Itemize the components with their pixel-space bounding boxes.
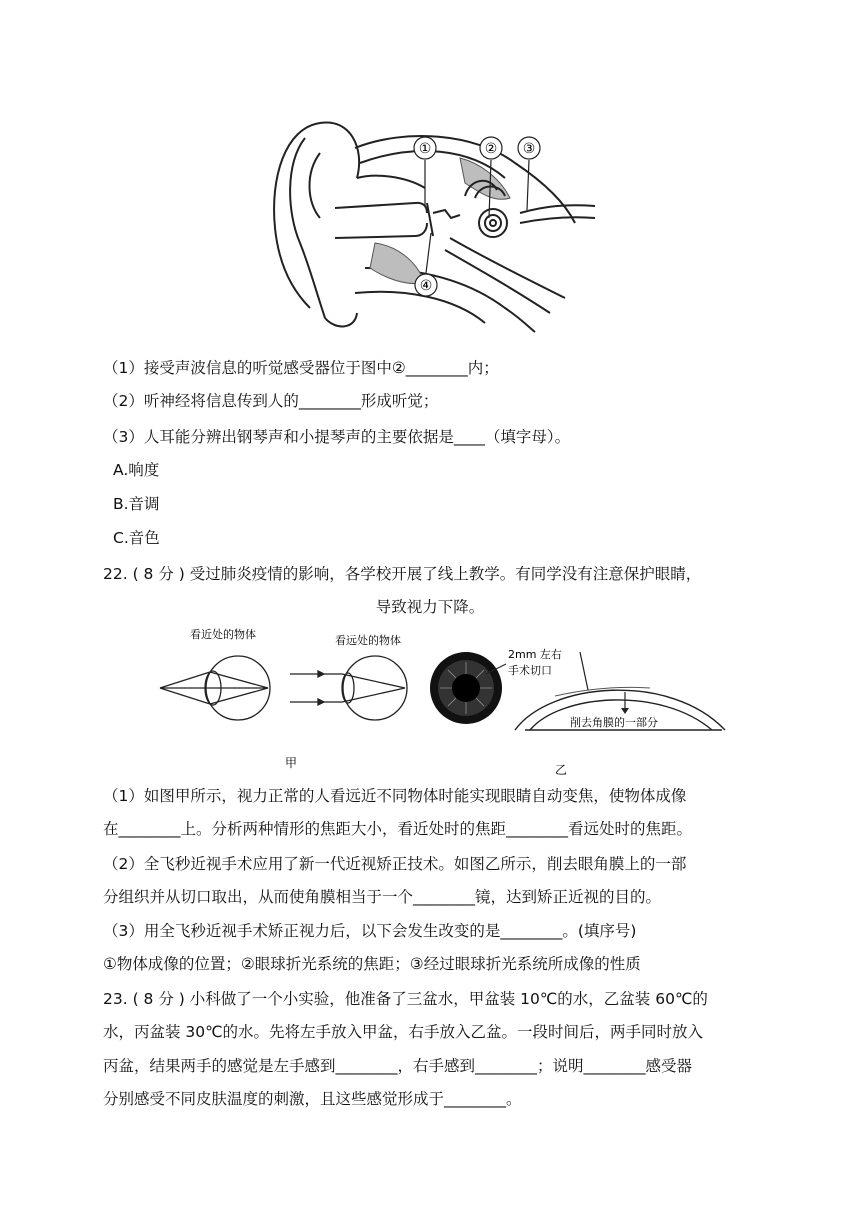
q22-stem-line2: 导致视力下降。 [375, 598, 485, 616]
q21-option-c: C.音色 [113, 529, 160, 547]
q22-part2-line1: （2）全飞秒近视手术应用了新一代近视矫正技术。如图乙所示，削去眼角膜上的一部 [103, 855, 687, 873]
cut-label-1: 2mm 左右 [508, 648, 562, 661]
ear-diagram [265, 118, 605, 333]
q21-option-b: B.音调 [113, 495, 160, 513]
ear-label-4: ④ [419, 278, 433, 294]
caption-yi: 乙 [555, 763, 568, 777]
q22-part3-line2: ①物体成像的位置；②眼球折光系统的焦距；③经过眼球折光系统所成像的性质 [103, 955, 641, 973]
q22-part3-line1: （3）用全飞秒近视手术矫正视力后，以下会发生改变的是________。(填序号) [103, 922, 637, 940]
q22-part1-line2: 在________上。分析两种情形的焦距大小，看近处时的焦距________看远处时的焦距。 [103, 820, 693, 838]
cut-label-2: 手术切口 [508, 664, 552, 677]
q23-line3: 丙盆，结果两手的感觉是左手感到________，右手感到________；说明________感受器 [103, 1057, 693, 1075]
ear-label-1: ① [418, 141, 432, 157]
q22-part1-line1: （1）如图甲所示，视力正常的人看远近不同物体时能实现眼睛自动变焦，使物体成像 [103, 787, 687, 805]
q21-part3: （3）人耳能分辨出钢琴声和小提琴声的主要依据是____（填字母）。 [103, 428, 571, 446]
ear-label-3: ③ [522, 141, 536, 157]
eye-focus-diagram [150, 622, 730, 782]
q23-line4: 分别感受不同皮肤温度的刺激，且这些感觉形成于________。 [103, 1090, 522, 1108]
q21-option-a: A.响度 [113, 461, 160, 479]
q22-stem-line1: 22. ( 8 分 ) 受过肺炎疫情的影响，各学校开展了线上教学。有同学没有注意保护眼睛， [103, 565, 702, 583]
ear-label-2: ② [484, 141, 498, 157]
q22-part2-line2: 分组织并从切口取出，从而使角膜相当于一个________镜，达到矫正近视的目的。 [103, 888, 662, 906]
q21-part2: （2）听神经将信息传到人的________形成听觉； [103, 392, 439, 410]
far-object-label: 看远处的物体 [335, 634, 401, 647]
near-object-label: 看近处的物体 [190, 628, 256, 641]
q23-line1: 23. ( 8 分 ) 小科做了一个小实验，他准备了三盆水，甲盆装 10℃的水，乙盆装 60℃的 [103, 990, 708, 1008]
caption-jia: 甲 [285, 756, 298, 770]
q21-part1: （1）接受声波信息的听觉感受器位于图中②________内； [103, 359, 499, 377]
cornea-label: 削去角膜的一部分 [570, 716, 658, 729]
q23-line2: 水，丙盆装 30℃的水。先将左手放入甲盆，右手放入乙盆。一段时间后，两手同时放入 [103, 1023, 704, 1041]
